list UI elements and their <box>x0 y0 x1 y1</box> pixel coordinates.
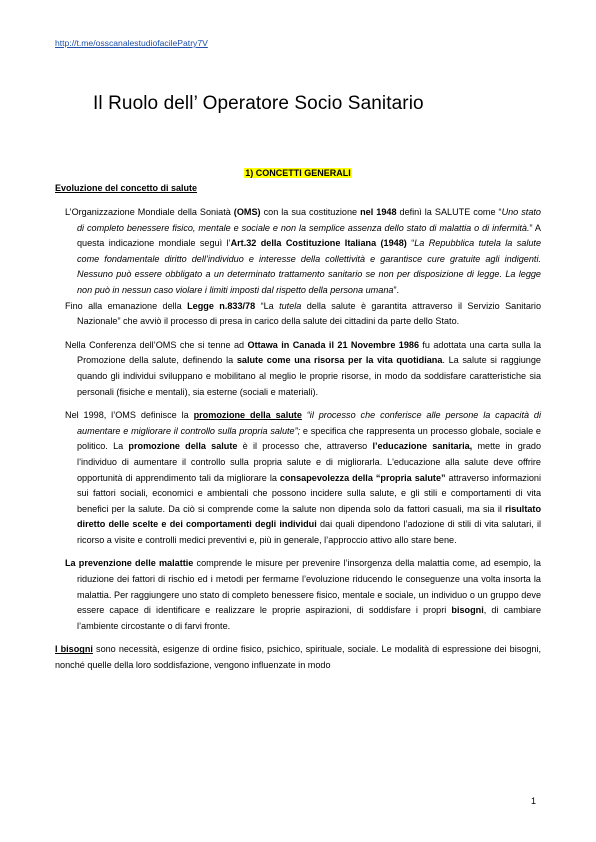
paragraph <box>55 338 541 400</box>
text-segment: Legge n.833/78 <box>187 300 256 311</box>
text-segment: sono necessità, esigenze di ordine fisico, psichico, spirituale, sociale. Le modalità di espressione dei bisogni, nonché quelle della loro soddisfazione, vengono influenzate in modo <box>55 644 541 671</box>
paragraph <box>55 408 541 548</box>
text-segment: mette in grado l’individuo di aumentare il controllo sulla propria salute e di migliorarla. L'educazione alla salute deve offrire opportunità di apprendimento tali da migliorare la <box>77 441 541 483</box>
text-segment: “il processo che conferisce alle persone la capacità di aumentare e migliorare il controllo sulla propria salute”; <box>77 410 542 436</box>
text-segment: definì la SALUTE come “ <box>396 207 502 217</box>
paragraph <box>55 299 541 330</box>
paragraph <box>55 642 541 673</box>
text-segment: “La <box>255 300 280 311</box>
text-segment: nel 1948 <box>360 207 397 217</box>
text-segment: risultato diretto delle scelte e dei comportamenti degli individui <box>77 503 541 530</box>
text-segment: ” A questa indicazione mondiale seguì l’ <box>77 222 541 249</box>
text-segment: è il processo che, attraverso <box>237 441 373 452</box>
text-segment: ”. <box>393 284 399 295</box>
text-segment: L’Organizzazione Mondiale della Soniatà <box>65 207 234 217</box>
text-segment: comprende le misure per prevenire l’insorgenza della malattia come, ad esempio, la riduzione dei fattori di rischio ed i metodi per fermarne l’evoluzione riducendo le conseguenze una volta insorta la malattia. Per raggiungere uno stato di completo benessere fisico, mentale e sociale, un individuo o un gruppo deve essere capace di identificare e realizzare le proprie aspirazioni, di soddisfare i propri <box>77 558 541 616</box>
text-segment: dai quali dipendono l’adozione di stili di vita salutari, il ricorso a visite e controlli medici preventivi e, più in generale, l’approccio attivo allo stare bene. <box>77 519 542 545</box>
page-title: Il Ruolo dell’ Operatore Socio Sanitario <box>93 93 424 114</box>
text-segment: della salute è garantita attraverso il Servizio Sanitario Nazionale” che avviò il processo di presa in carico della salute dei cittadini da parte dello Stato. <box>77 300 541 327</box>
text-segment: Ottawa in Canada il 21 Novembre 1986 <box>247 339 419 350</box>
text-segment: e specifica che rappresenta un processo globale, sociale e politico. La <box>77 425 541 452</box>
text-segment: promozione della salute <box>193 410 302 421</box>
text-segment: Fino alla emanazione della <box>65 300 188 311</box>
paragraph <box>55 556 541 634</box>
section-heading-text: 1) CONCETTI GENERALI <box>245 168 351 178</box>
text-segment: salute come una risorsa per la vita quotidiana <box>236 355 443 366</box>
text-segment: La prevenzione delle malattie <box>65 558 194 569</box>
text-segment: attraverso informazioni sui fattori sociali, economici e ambientali che possono incidere sulla salute, e gli stili e comportamenti di vita benefici per la salute. Da ciò si comprende come la salute non dipenda solo da fattori casuali, ma sia il <box>77 472 541 514</box>
text-segment: con la sua costituzione <box>260 207 361 217</box>
text-segment: Nella Conferenza dell’OMS che si tenne ad <box>65 339 248 350</box>
text-segment: Nel 1998, l’OMS definisce la <box>65 410 194 421</box>
section-heading <box>0 168 596 178</box>
text-segment: consapevolezza della “propria salute” <box>279 472 446 483</box>
text-segment: tutela <box>279 300 302 311</box>
telegram-link[interactable]: http://t.me/osscanalestudiofacilePatry7V <box>55 38 208 48</box>
text-segment: Art.32 della Costituzione Italiana (1948) <box>230 238 407 249</box>
text-segment: La Repubblica tutela la salute come fondamentale diritto dell’individuo e interesse della collettività e garantisce cure gratuite agli indigenti. Nessuno può essere obbligato a un determinato trattamento sanitario se non per disposizione di legge. La legge non può in nessun caso violare i limiti imposti dal rispetto della persona umana <box>77 238 541 295</box>
text-segment: I bisogni <box>55 644 93 655</box>
subheading: Evoluzione del concetto di salute <box>55 183 198 193</box>
text-segment: promozione della salute <box>128 441 238 452</box>
text-segment: , di cambiare l’ambiente circostante o di farvi fronte. <box>77 605 541 631</box>
text-segment: bisogni <box>451 605 484 616</box>
text-segment: fu adottata una carta sulla la Promozione della salute, definendo la <box>77 339 541 366</box>
text-segment: (OMS) <box>233 207 261 217</box>
page-number: 1 <box>530 796 536 806</box>
text-segment: . La salute si raggiunge quando gli individui sviluppano e mobilitano al meglio le proprie risorse, in modo da soddisfare caratteristiche sia personali (fisiche e mentali), sia esterne (sociali e materiali). <box>77 355 541 397</box>
text-segment: Uno stato di completo benessere fisico, mentale e sociale e non la semplice assenza dello stato di malattia o di infermità. <box>77 207 541 233</box>
text-segment: “ <box>406 238 415 249</box>
text-segment: l’educazione sanitaria, <box>372 441 473 452</box>
paragraph <box>55 205 541 299</box>
document-body <box>55 205 541 674</box>
